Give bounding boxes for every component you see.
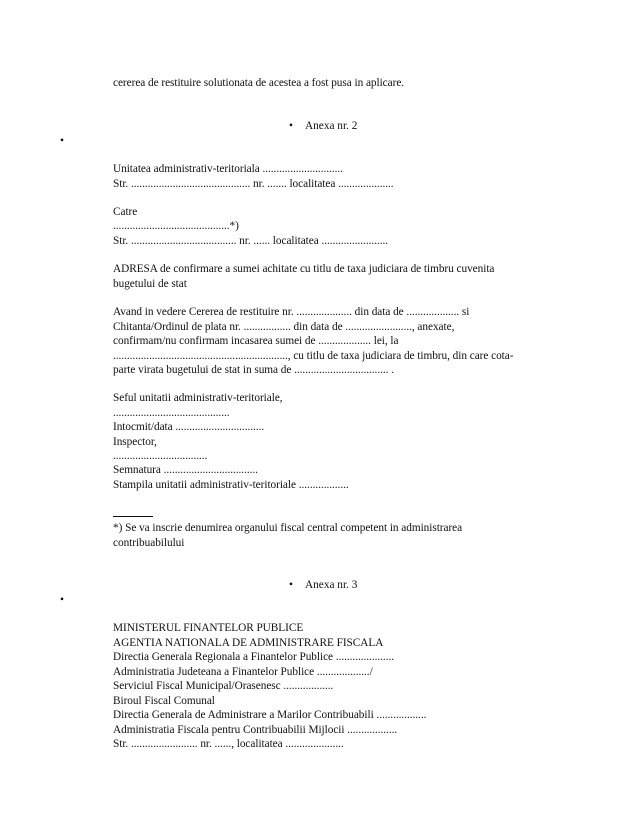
text-line: Inspector, [113, 436, 157, 448]
intro-line: cererea de restituire solutionata de acestea a fost pusa in aplicare. [113, 77, 405, 89]
text-line: Catre [113, 206, 138, 218]
text-line: ADRESA de confirmare a sumei achitate cu titlu de taxa judiciara de timbru cuvenita [113, 263, 495, 275]
text-line: .......................................... [113, 407, 230, 419]
text-line: Avand in vedere Cererea de restituire nr. .................... din data de ................... si [113, 306, 470, 318]
text-line: Chitanta/Ordinul de plata nr. ................. din data de ........................, anexate, [113, 321, 455, 333]
bullet-icon: • [289, 120, 293, 132]
text-line: Stampila unitatii administrativ-teritoriale .................. [113, 479, 349, 491]
text-line: Serviciul Fiscal Municipal/Orasenesc .................. [113, 680, 334, 692]
text-line: ..........................................*) [113, 220, 239, 232]
text-line: confirmam/nu confirmam incasarea sumei de ................... lei, la [113, 335, 399, 347]
text-line: ..............................................................., cu titlu de taxa judiciara de timbru, din care cota- [113, 350, 514, 362]
annex3-heading [289, 578, 357, 592]
text-line: Unitatea administrativ-teritoriala ............................. [113, 163, 343, 175]
text-line: Str. ........................ nr. ......, localitatea ..................... [113, 738, 344, 750]
text-line: Directia Generala Regionala a Finantelor Publice ..................... [113, 651, 395, 663]
text-line: .................................. [113, 450, 208, 462]
text-line: Intocmit/data ................................ [113, 421, 265, 433]
text-line: Str. ........................................... nr. ....... localitatea .................... [113, 178, 394, 190]
text-line: Semnatura .................................. [113, 464, 258, 476]
text-line: Directia Generala de Administrare a Marilor Contribuabili .................. [113, 709, 427, 721]
text-line: bugetului de stat [113, 278, 187, 290]
annex2-heading [289, 119, 357, 133]
text-line: Seful unitatii administrativ-teritoriale, [113, 392, 283, 404]
text-line: AGENTIA NATIONALA DE ADMINISTRARE FISCALA [113, 637, 384, 649]
text-line: parte virata bugetului de stat in suma de .................................. . [113, 364, 394, 376]
bullet-icon: • [289, 579, 293, 591]
footnote-line: contribuabilului [113, 537, 185, 549]
text-line: Administratia Judeteana a Finantelor Publice .................../ [113, 666, 373, 678]
annex2-heading-text: Anexa nr. 2 [305, 120, 358, 132]
text-line: Biroul Fiscal Comunal [113, 695, 215, 707]
annex3-heading-text: Anexa nr. 3 [305, 579, 358, 591]
text-line: Str. ...................................... nr. ...... localitatea ........................ [113, 235, 389, 247]
text-line: MINISTERUL FINANTELOR PUBLICE [113, 622, 304, 634]
footnote-line: *) Se va inscrie denumirea organului fiscal central competent in administrarea [113, 522, 463, 534]
footnote-rule [113, 516, 153, 517]
text-line: Administratia Fiscala pentru Contribuabilii Mijlocii .................. [113, 724, 398, 736]
bullet-icon: • [60, 594, 65, 606]
bullet-icon: • [60, 135, 65, 147]
